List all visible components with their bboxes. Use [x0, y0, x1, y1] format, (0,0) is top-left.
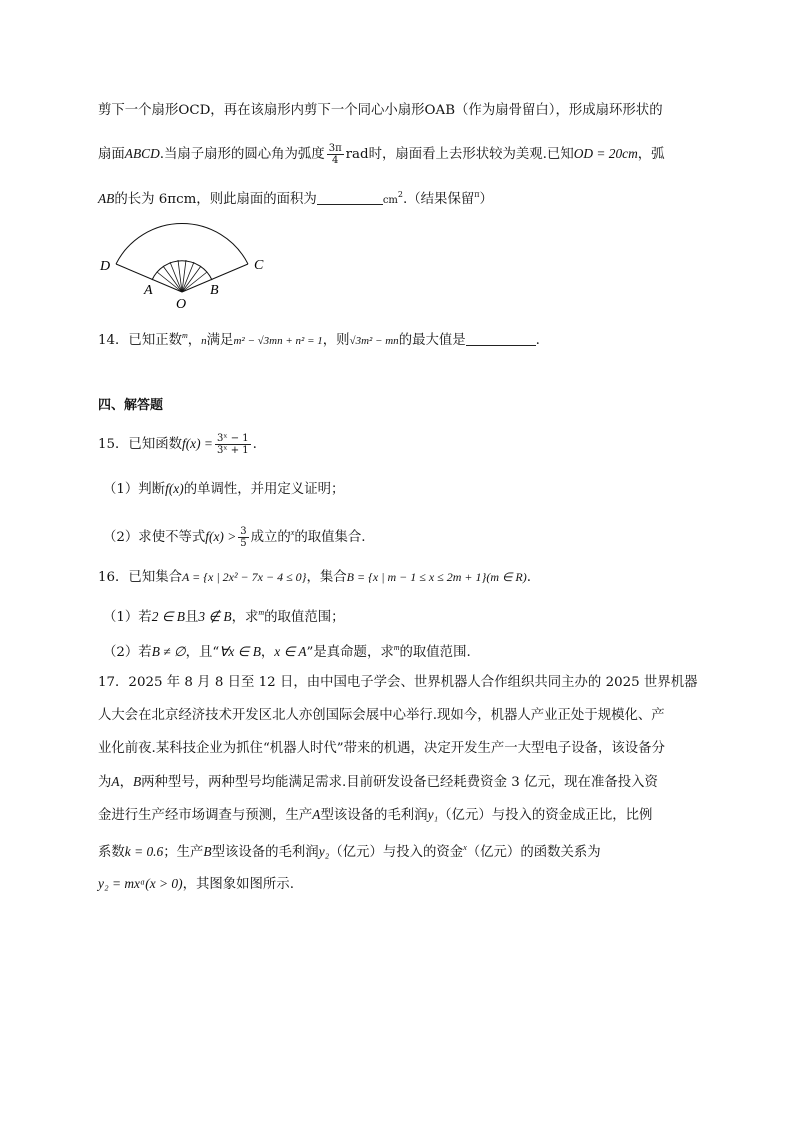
- q14-expression: √3m² − mn: [349, 335, 399, 347]
- q17-math: B: [132, 774, 142, 789]
- q16-text: ，: [260, 645, 275, 660]
- q13-math: AB: [98, 191, 115, 206]
- q17-line-1: [98, 673, 697, 693]
- fraction-numerator: 3π: [328, 143, 342, 154]
- q14-text: ，: [187, 333, 202, 348]
- fraction-numerator: 3: [240, 526, 247, 537]
- q14-n: n: [201, 335, 207, 347]
- q17-text: 型该设备的毛利润: [320, 808, 428, 823]
- label-O: O: [176, 297, 187, 312]
- fan-figure: [94, 212, 284, 312]
- q17-line-2: [98, 706, 665, 726]
- q17-text: （亿元）的函数关系为: [466, 845, 601, 860]
- q13-text: 的长为 6πcm，则此扇面的面积为: [114, 192, 317, 207]
- q16-text: ”是真命题，求: [306, 645, 394, 660]
- q15-fraction: [215, 433, 251, 456]
- q15-text: （2）求使不等式: [103, 530, 206, 545]
- q17-text: 金进行生产经市场调查与预测，生产: [98, 808, 313, 823]
- q16-math: ∀x ∈ B: [219, 644, 261, 659]
- q17-math: A: [312, 807, 321, 822]
- q15-function: f(x): [165, 481, 184, 496]
- q17-function: y₂ = mxᵅ(x > 0): [98, 876, 183, 891]
- q13-unit-exp: 2: [397, 190, 404, 199]
- q17-math: k = 0.6: [124, 844, 164, 859]
- label-D: D: [100, 259, 111, 274]
- q15-part-2: [103, 523, 366, 549]
- q15-stem: [98, 433, 257, 456]
- q16-text: ，且“: [185, 645, 220, 660]
- q13-text: .（结果保留: [403, 192, 475, 207]
- q16-math: x ∈ A: [274, 644, 307, 659]
- q14-text: 的最大值是: [398, 333, 466, 348]
- q13-math: OD = 20cm: [573, 146, 638, 161]
- q17-text: （亿元）与投入的资金: [329, 845, 464, 860]
- q16-text: .: [526, 570, 532, 585]
- q17-line-3: [98, 739, 665, 759]
- q17-text: 17．2025 年 8 月 8 日至 12 日，由中国电子学会、世界机器人合作组织共同主办的 2025 世界机器: [98, 675, 698, 690]
- q16-stem: [98, 567, 531, 588]
- q13-line-1: [98, 101, 663, 121]
- q15-text: 成立的: [250, 530, 291, 545]
- q17-math: x: [463, 843, 467, 852]
- q13-text: 扇面: [98, 147, 125, 162]
- label-A: A: [144, 283, 153, 298]
- inner-arc: [152, 261, 212, 280]
- q17-line-4: [98, 772, 658, 793]
- q13-text: ）: [479, 192, 493, 207]
- label-B: B: [210, 283, 219, 298]
- q15-inequality: f(x) >: [205, 529, 237, 544]
- q13-math: ABCD: [124, 146, 160, 161]
- q17-line-5: [98, 805, 652, 826]
- q16-text: 的取值范围；: [264, 610, 345, 625]
- q14: [98, 326, 540, 351]
- q16-text: ，集合: [306, 570, 347, 585]
- q13-text: .当扇子扇形的圆心角为弧度: [159, 147, 325, 162]
- q17-text: 两种型号，两种型号均能满足需求.目前研发设备已经耗费资金 3 亿元，现在准备投入资: [141, 775, 658, 790]
- q15-text: .: [252, 437, 257, 452]
- q16-math: 3 ∉ B: [198, 609, 232, 624]
- q14-text: 14．已知正数: [98, 333, 182, 348]
- q14-text: ，则: [322, 333, 350, 348]
- q17-text: ，其图象如图所示.: [182, 877, 294, 892]
- q15-text: （1）判断: [103, 482, 166, 497]
- q17-math: y₂: [318, 844, 330, 859]
- q17-text: 人大会在北京经济技术开发区北人亦创国际会展中心举行.现如今，机器人产业正处于规模化、产: [98, 708, 665, 723]
- q15-fraction-3-5: [238, 526, 248, 549]
- q17-text: 型该设备的毛利润: [211, 845, 319, 860]
- q16-m: m: [393, 643, 400, 652]
- q16-set-B: B = {x | m − 1 ≤ x ≤ 2m + 1}(m ∈ R): [346, 570, 527, 584]
- q14-m: m: [182, 331, 188, 340]
- q13-line-3: [98, 185, 493, 211]
- q17-math: A: [111, 774, 120, 789]
- q16-set-A: A = {x | 2x² − 7x − 4 ≤ 0}: [182, 570, 307, 584]
- outer-arc: [116, 223, 248, 264]
- fraction-denominator: 4: [331, 155, 339, 166]
- q15-text: 的取值集合.: [294, 530, 366, 545]
- q13-text: rad时，扇面看上去形状较为美观.已知: [345, 147, 574, 162]
- q13-pi: π: [474, 190, 480, 199]
- fraction-denominator: 3ˣ + 1: [216, 445, 249, 456]
- q16-text: ，求: [231, 610, 259, 625]
- q14-text: 满足: [206, 333, 234, 348]
- q17-text: （亿元）与投入的资金成正比，比例: [438, 808, 653, 823]
- q15-text: 15．已知函数: [98, 437, 182, 452]
- q15-x: x: [290, 528, 295, 537]
- q16-part-1: [103, 603, 345, 628]
- q14-condition: m² − √3mn + n² = 1: [233, 335, 323, 347]
- answer-blank: [317, 190, 383, 205]
- q15-part-1: [103, 479, 344, 500]
- fraction-denominator: 5: [240, 538, 247, 549]
- q17-text: 业化前夜.某科技企业为抓住“机器人时代”带来的机遇，决定开发生产一大型电子设备，该设备分: [98, 741, 665, 756]
- q13-unit: cm: [382, 195, 398, 206]
- answer-blank: [466, 331, 536, 346]
- q17-text: ；生产: [163, 845, 204, 860]
- q16-part-2: [103, 638, 471, 663]
- q16-text: （1）若: [103, 610, 152, 625]
- section-heading: 四、解答题: [98, 398, 164, 413]
- q13-line-1-text: 剪下一个扇形OCD，再在该扇形内剪下一个同心小扇形OAB（作为扇骨留白），形成扇环形状的: [98, 103, 663, 118]
- q15-function: f(x) =: [182, 436, 213, 451]
- q17-text: 为: [98, 775, 112, 790]
- q16-text: 的取值范围.: [399, 645, 471, 660]
- q16-text: 且: [184, 610, 199, 625]
- q16-text: （2）若: [103, 645, 152, 660]
- q16-text: 16．已知集合: [98, 570, 182, 585]
- q17-text: 系数: [98, 845, 125, 860]
- q17-line-7: [98, 874, 294, 895]
- q14-text: .: [535, 333, 540, 348]
- q17-math: y₁: [427, 807, 439, 822]
- fraction-numerator: 3ˣ − 1: [216, 433, 249, 444]
- q16-math: 2 ∈ B: [151, 609, 185, 624]
- label-C: C: [254, 258, 264, 273]
- q16-m: m: [258, 608, 265, 617]
- q17-math: B: [203, 844, 212, 859]
- q17-text: ，: [119, 775, 133, 790]
- q13-angle-fraction: [327, 143, 344, 166]
- q16-math: B ≠ ∅: [151, 644, 186, 659]
- q17-line-6: [98, 838, 601, 863]
- fan-ribs: [157, 260, 207, 292]
- q13-line-2: [98, 143, 665, 166]
- q15-text: 的单调性，并用定义证明；: [183, 482, 345, 497]
- q13-text: ，弧: [637, 147, 665, 162]
